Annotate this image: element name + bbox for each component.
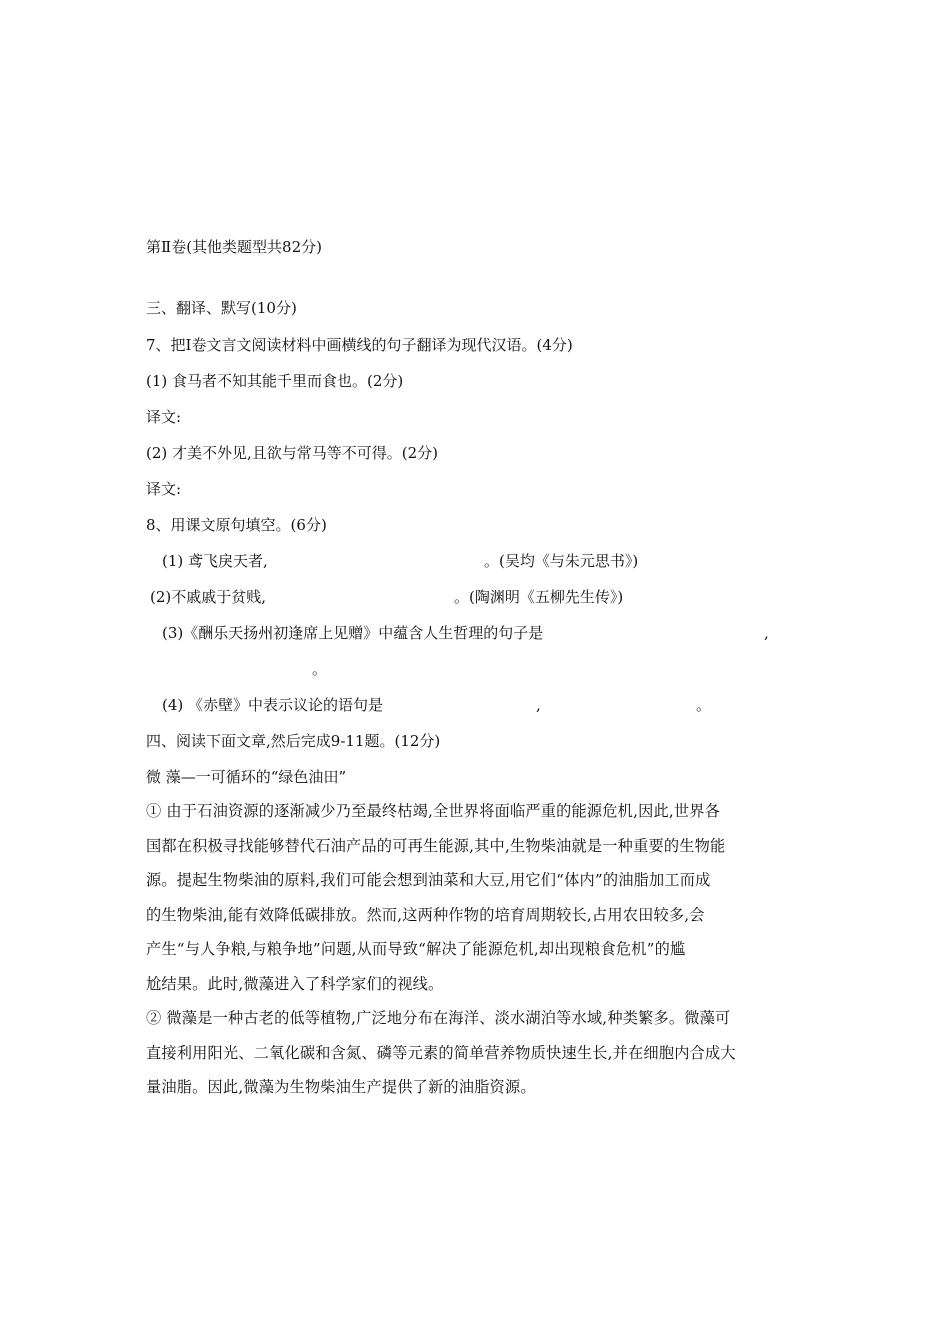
q8-item1: (1) 鸢飞戾天者, xyxy=(162,552,268,570)
article-paragraph-2 xyxy=(146,1001,814,1105)
section4-heading: 四、阅读下面文章,然后完成9-11题。(12分) xyxy=(146,732,441,750)
part2-title: 第Ⅱ卷(其他类题型共82分) xyxy=(146,238,322,256)
q7-answer2-label: 译文: xyxy=(146,480,182,498)
q8-item3-end: 。 xyxy=(312,660,328,678)
paragraph-line: ② 微藻是一种古老的低等植物,广泛地分布在海洋、淡水湖泊等水域,种类繁多。微藻可 xyxy=(146,1009,731,1027)
q7-item2: (2) 才美不外见,且欲与常马等不可得。(2分) xyxy=(146,444,439,462)
q8-item1-end: 。(吴均《与朱元思书》) xyxy=(484,552,639,570)
paragraph-line: 源。提起生物柴油的原料,我们可能会想到油菜和大豆,用它们“体内”的油脂加工而成 xyxy=(146,871,711,889)
paragraph-line: 尬结果。此时,微藻进入了科学家们的视线。 xyxy=(146,974,444,993)
q7-prompt: 7、把Ⅰ卷文言文阅读材料中画横线的句子翻译为现代汉语。(4分) xyxy=(146,336,573,354)
section3-heading: 三、翻译、默写(10分) xyxy=(146,299,297,317)
article-paragraph-1 xyxy=(146,794,814,1001)
paragraph-line: 产生“与人争粮,与粮争地”问题,从而导致“解决了能源危机,却出现粮食危机”的尴 xyxy=(146,940,686,958)
q8-item3-comma: , xyxy=(764,624,769,642)
q8-item2-end: 。(陶渊明《五柳先生传》) xyxy=(454,588,624,606)
paragraph-line: 的生物柴油,能有效降低碳排放。然而,这两种作物的培育周期较长,占用农田较多,会 xyxy=(146,905,705,924)
paragraph-line: 国都在积极寻找能够替代石油产品的可再生能源,其中,生物柴油就是一种重要的生物能 xyxy=(146,836,726,855)
q8-item4-end: 。 xyxy=(696,696,712,714)
q8-item4: (4) 《赤壁》中表示议论的语句是 xyxy=(162,696,384,714)
q7-answer1-label: 译文: xyxy=(146,408,182,426)
paragraph-line: 量油脂。因此,微藻为生物柴油生产提供了新的油脂资源。 xyxy=(146,1078,536,1096)
q8-item3: (3)《酬乐天扬州初逢席上见赠》中蕴含人生哲理的句子是 xyxy=(162,624,544,642)
q7-item1: (1) 食马者不知其能千里而食也。(2分) xyxy=(146,372,404,390)
paragraph-line: 直接利用阳光、二氧化碳和含氮、磷等元素的简单营养物质快速生长,并在细胞内合成大 xyxy=(146,1043,736,1062)
q8-prompt: 8、用课文原句填空。(6分) xyxy=(146,516,327,534)
article-title: 微 藻—一可循环的“绿色油田” xyxy=(146,768,347,786)
paragraph-line: ① 由于石油资源的逐渐减少乃至最终枯竭,全世界将面临严重的能源危机,因此,世界各 xyxy=(146,802,721,820)
q8-item4-comma: , xyxy=(536,696,541,714)
q8-item2: (2)不戚戚于贫贱, xyxy=(150,588,267,606)
